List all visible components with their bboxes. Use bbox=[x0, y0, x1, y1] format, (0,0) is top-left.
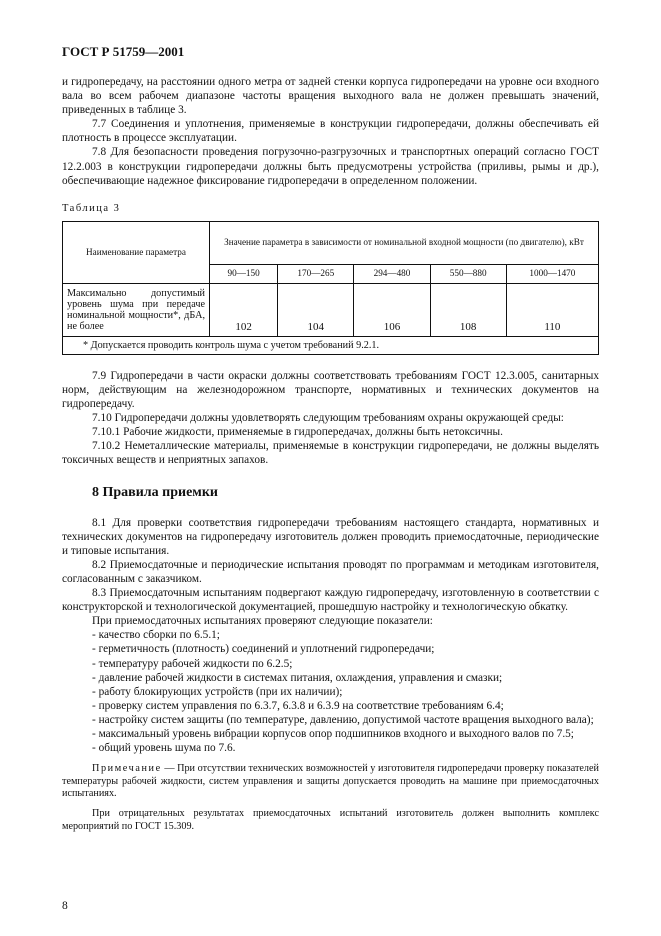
paragraph-7-7: 7.7 Соединения и уплотнения, применяемые в конструкции гидропередачи, должны обеспечивать ей плотность в процессе эксплуатации. bbox=[62, 118, 599, 145]
list-item: - качество сборки по 6.5.1; bbox=[92, 629, 220, 642]
paragraph-7-10-2: 7.10.2 Неметаллические материалы, применяемые в конструкции гидропередачи, не должны выделять токсичных веществ и неприятных запахов. bbox=[62, 440, 599, 467]
table-cell-value: 108 bbox=[430, 283, 506, 336]
note-continuation: При отрицательных результатах приемосдаточных испытаний изготовитель должен выполнить комплекс мероприятий по ГОСТ 15.309. bbox=[62, 808, 599, 832]
page-number: 8 bbox=[62, 900, 68, 912]
list-item: - максимальный уровень вибрации корпусов опор подшипников входного и выходного валов по 7.5; bbox=[92, 728, 574, 740]
paragraph-7-8: 7.8 Для безопасности проведения погрузочно-разгрузочных и транспортных операций согласно ГОСТ 12.2.003 в конструкции гидропередачи должны быть предусмотрены устройства (приливы, рымы и др.), обеспечивающие надежное фиксирование гидропередачи в определенном положении. bbox=[62, 146, 599, 187]
paragraph-7-10: 7.10 Гидропередачи должны удовлетворять следующим требованиям охраны окружающей среды: bbox=[92, 412, 564, 425]
paragraph-8-2: 8.2 Приемосдаточные и периодические испытания проводят по программам и методикам изготовителя, согласованным с заказчиком. bbox=[62, 558, 599, 585]
table-header-name: Наименование параметра bbox=[63, 221, 210, 283]
table-header-value: Значение параметра в зависимости от номинальной входной мощности (по двигателю), кВт bbox=[210, 221, 599, 264]
list-item: - общий уровень шума по 7.6. bbox=[92, 742, 236, 755]
list-item: - настройку систем защиты (по температуре, давлению, допустимой частоте вращения выходного вала); bbox=[92, 713, 594, 726]
table-range: 1000—1470 bbox=[506, 264, 598, 283]
noise-table bbox=[62, 221, 599, 355]
table-caption: Таблица 3 bbox=[62, 202, 121, 214]
note-label: Примечание bbox=[92, 763, 162, 775]
table-cell-value: 106 bbox=[354, 283, 430, 336]
list-item: - давление рабочей жидкости в системах питания, охлаждения, управления и смазки; bbox=[92, 671, 503, 684]
note-text: — При отсутствии технических возможностей у изготовителя гидропередачи проверку показателей температуры рабочей жидкости, систем управления и защиты допускается проводить на машине при приемосдаточных испытаниях. bbox=[62, 763, 599, 799]
table-cell-value: 102 bbox=[210, 283, 278, 336]
section-title: 8 Правила приемки bbox=[92, 484, 218, 500]
note bbox=[62, 763, 599, 800]
paragraph-check-intro: При приемосдаточных испытаниях проверяют следующие показатели: bbox=[92, 615, 433, 628]
document-body bbox=[62, 75, 599, 833]
table-range: 170—265 bbox=[278, 264, 354, 283]
document-code: ГОСТ Р 51759—2001 bbox=[62, 44, 185, 59]
table-row-label: Максимально допустимый уровень шума при передаче номинальной мощности*, дБА, не более bbox=[63, 283, 210, 336]
paragraph-7-9: 7.9 Гидропередачи в части окраски должны соответствовать требованиям ГОСТ 12.3.005, санитарных норм, действующим на железнодорожном транспорте, нормативных и технических документов на гидропередачу. bbox=[62, 369, 599, 411]
table-range: 294—480 bbox=[354, 264, 430, 283]
paragraph-8-1: 8.1 Для проверки соответствия гидропередачи требованиям настоящего стандарта, нормативных и технических документов на гидропередачу изготовитель должен проводить приемосдаточные, периодические и типовые испытания. bbox=[62, 516, 599, 557]
list-item: - герметичность (плотность) соединений и уплотнений гидропередачи; bbox=[92, 643, 435, 656]
paragraph-continuation: и гидропередачу, на расстоянии одного метра от задней стенки корпуса гидропередачи на уровне оси входного вала во всем рабочем диапазоне частоты вращения выходного вала не должен превышать значений, приведенных в таблице 3. bbox=[62, 76, 599, 117]
paragraph-7-10-1: 7.10.1 Рабочие жидкости, применяемые в гидропередачах, должны быть нетоксичны. bbox=[92, 426, 503, 439]
table-footnote: * Допускается проводить контроль шума с учетом требований 9.2.1. bbox=[63, 336, 599, 354]
paragraph-8-3: 8.3 Приемосдаточным испытаниям подвергают каждую гидропередачу, изготовленную в соответствии с конструкторской и технологической документацией, прошедшую настройку и технологическую обкатку. bbox=[62, 587, 599, 614]
table-cell-value: 110 bbox=[506, 283, 598, 336]
table-range: 90—150 bbox=[210, 264, 278, 283]
list-item: - проверку систем управления по 6.3.7, 6.3.8 и 6.3.9 на соответствие требованиям 6.4; bbox=[92, 699, 504, 712]
list-item: - температуру рабочей жидкости по 6.2.5; bbox=[92, 657, 293, 670]
list-item: - работу блокирующих устройств (при их наличии); bbox=[92, 685, 343, 698]
table-cell-value: 104 bbox=[278, 283, 354, 336]
table-range: 550—880 bbox=[430, 264, 506, 283]
